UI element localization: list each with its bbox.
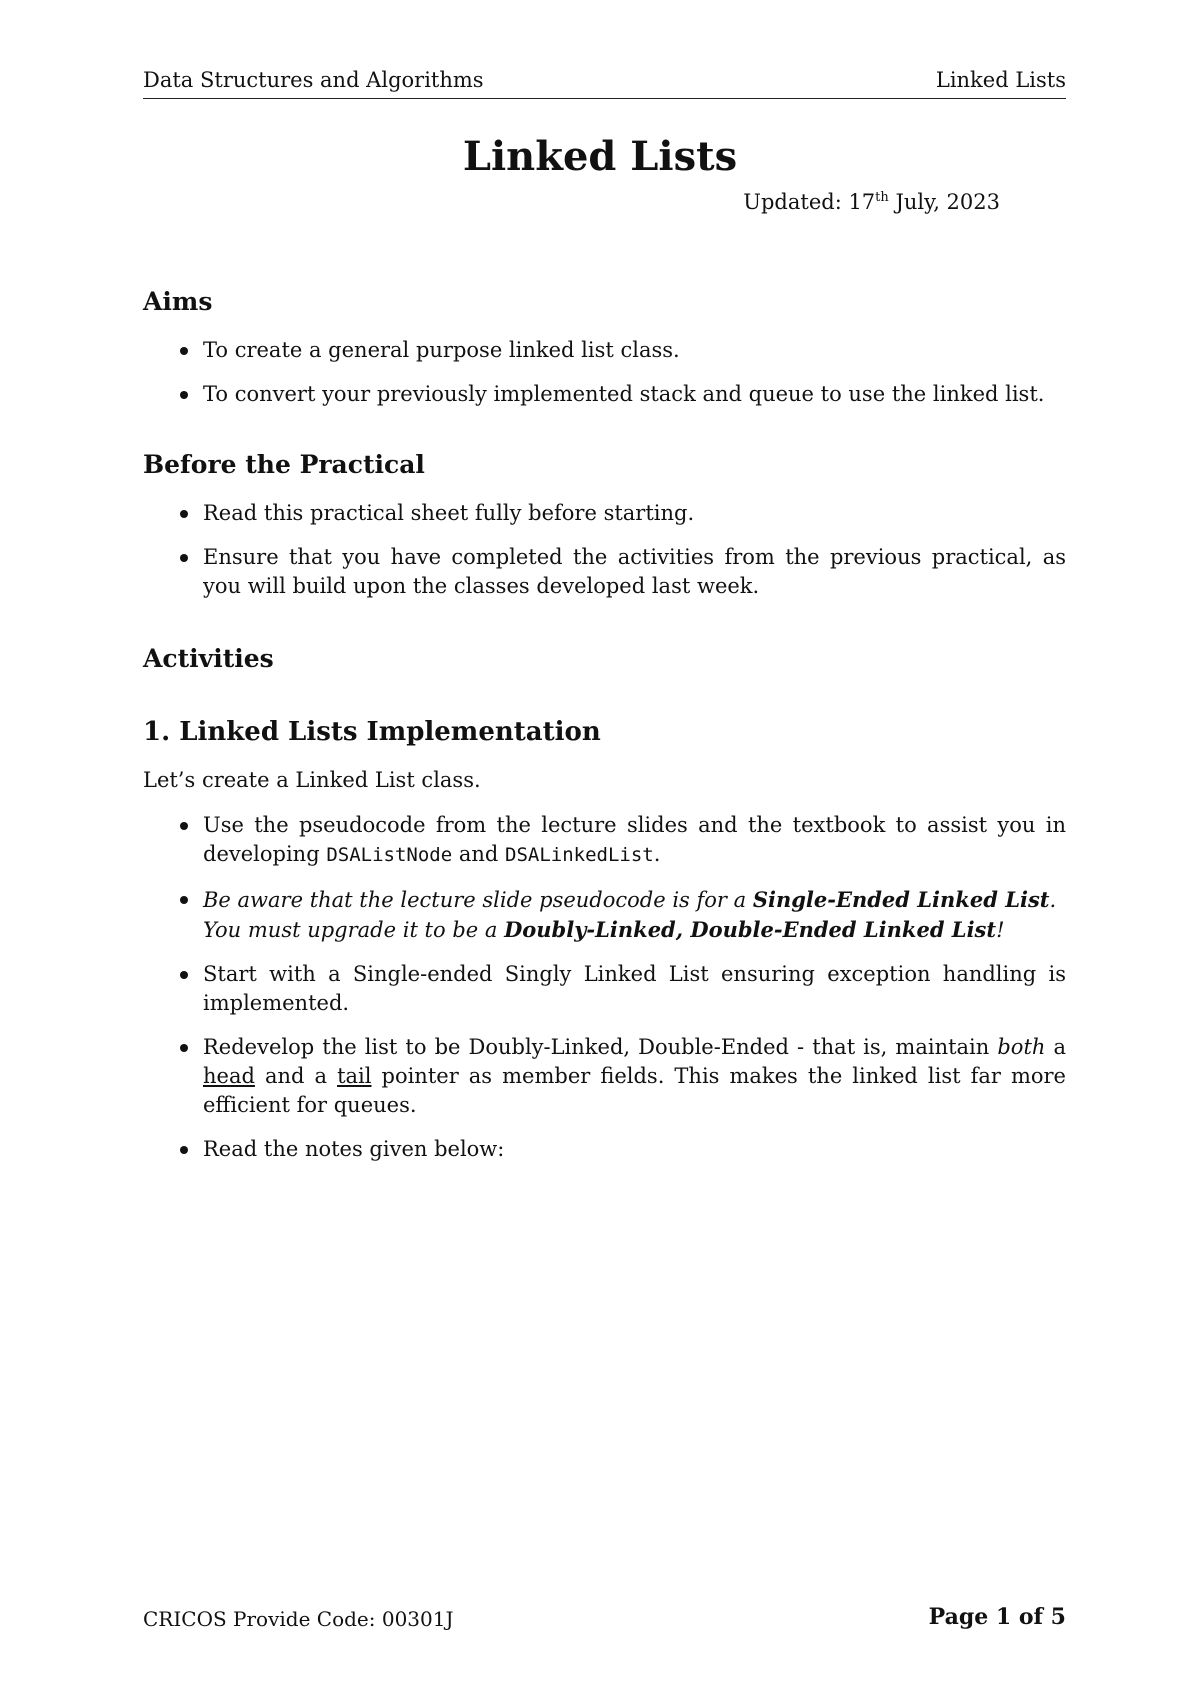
- header-course-title: Data Structures and Algorithms: [143, 68, 484, 92]
- section-1-list: [143, 811, 1066, 1179]
- document-title: Linked Lists: [462, 133, 738, 180]
- aims-heading: Aims: [143, 287, 213, 316]
- updated-date: Updated: 17th July, 2023: [743, 190, 1000, 214]
- activities-heading: Activities: [143, 644, 274, 673]
- section-1-item-redevelop: Redevelop the list to be Doubly-Linked, Double-Ended - that is, maintain both a head and a tail pointer as member fields. This makes the linked list far more efficient for queues.: [143, 1033, 1066, 1120]
- before-list: [143, 499, 1066, 616]
- aims-item: To create a general purpose linked list class.: [143, 336, 1066, 365]
- aims-item: To convert your previously implemented stack and queue to use the linked list.: [143, 380, 1066, 409]
- class-name-linkedlist: DSALinkedList: [505, 844, 654, 866]
- before-item: Read this practical sheet fully before starting.: [143, 499, 1066, 528]
- aims-list: [143, 336, 1066, 424]
- before-heading: Before the Practical: [143, 450, 425, 479]
- section-1-item-pseudocode: Use the pseudocode from the lecture slides and the textbook to assist you in developing DSAListNode and DSALinkedList.: [143, 811, 1066, 870]
- section-1-item-notes: Read the notes given below:: [143, 1135, 1066, 1164]
- section-1-heading: 1. Linked Lists Implementation: [143, 717, 601, 747]
- section-1-intro: Let’s create a Linked List class.: [143, 768, 481, 792]
- footer-cricos-code: CRICOS Provide Code: 00301J: [143, 1607, 454, 1631]
- footer-page-number: Page 1 of 5: [928, 1604, 1066, 1630]
- page-header: [143, 66, 1066, 99]
- section-1-item-start: Start with a Single-ended Singly Linked List ensuring exception handling is implemented.: [143, 960, 1066, 1018]
- section-1-item-warning: Be aware that the lecture slide pseudocode is for a Single-Ended Linked List. You must upgrade it to be a Doubly-Linked, Double-Ended Linked List!: [143, 885, 1066, 945]
- header-topic: Linked Lists: [935, 68, 1066, 92]
- class-name-listnode: DSAListNode: [326, 844, 453, 866]
- before-item: Ensure that you have completed the activities from the previous practical, as you will build upon the classes developed last week.: [143, 543, 1066, 601]
